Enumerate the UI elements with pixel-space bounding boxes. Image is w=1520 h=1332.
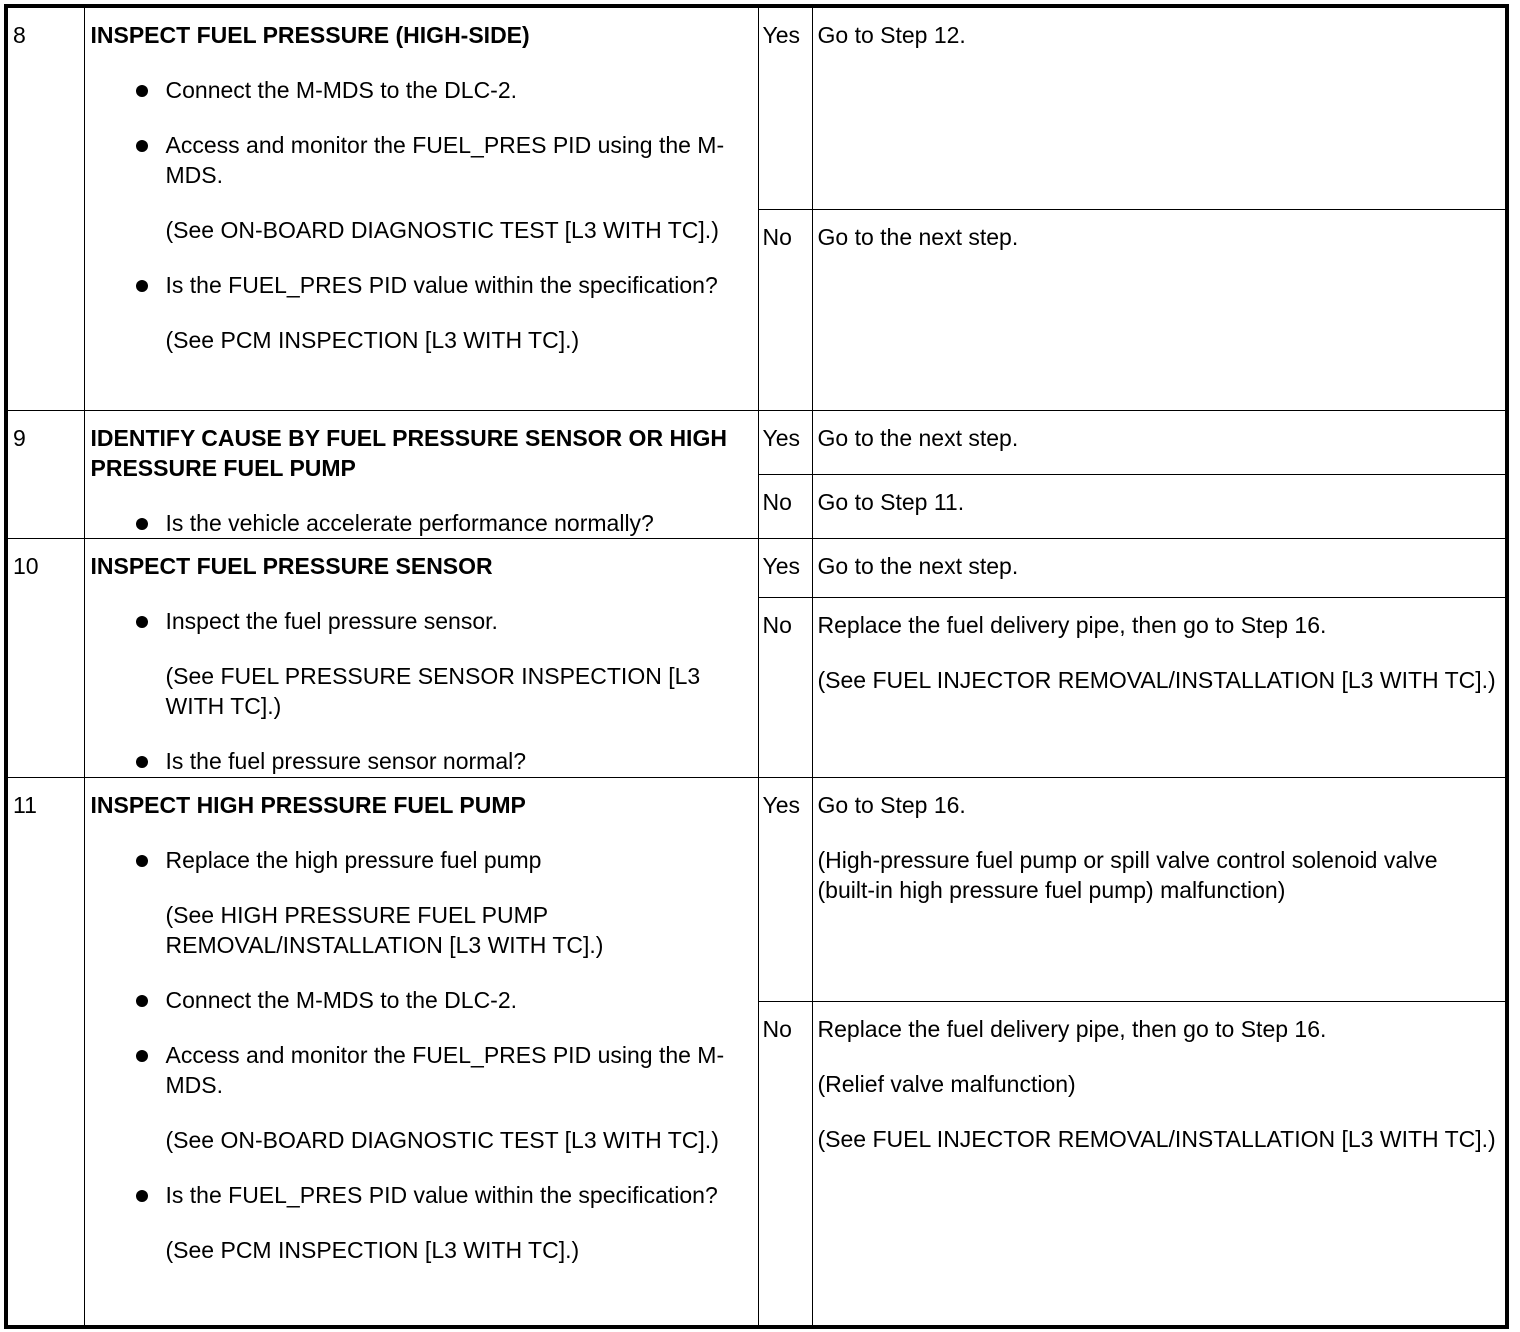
action-item bbox=[91, 130, 754, 245]
action-text: Is the FUEL_PRES PID value within the specification? bbox=[165, 272, 718, 298]
action-reference-note: (See ON-BOARD DIAGNOSTIC TEST [L3 WITH TC].) bbox=[165, 217, 719, 243]
outcome-text: Replace the fuel delivery pipe, then go to Step 16. bbox=[817, 612, 1327, 639]
action-list bbox=[91, 508, 754, 538]
result-outcome-cell bbox=[812, 410, 1507, 474]
result-outcome-cell bbox=[812, 598, 1507, 777]
step-row bbox=[6, 6, 1507, 210]
step-row bbox=[6, 410, 1507, 474]
result-outcome-cell bbox=[812, 539, 1507, 598]
action-text: Is the vehicle accelerate performance normally? bbox=[165, 509, 654, 536]
step-title: INSPECT HIGH PRESSURE FUEL PUMP bbox=[90, 791, 526, 818]
action-text: Connect the M-MDS to the DLC-2. bbox=[165, 77, 518, 103]
outcome-text: Go to the next step. bbox=[817, 553, 1019, 580]
action-item bbox=[91, 606, 754, 721]
bullet-icon bbox=[136, 855, 148, 867]
action-text: Is the fuel pressure sensor normal? bbox=[165, 748, 527, 775]
bullet-icon bbox=[136, 1190, 148, 1202]
step-number: 8 bbox=[6, 6, 84, 410]
result-outcome-cell bbox=[812, 777, 1507, 1002]
action-list bbox=[91, 845, 754, 1265]
action-reference-note: (See ON-BOARD DIAGNOSTIC TEST [L3 WITH TC].) bbox=[165, 1126, 719, 1153]
step-title: INSPECT FUEL PRESSURE SENSOR bbox=[90, 553, 493, 580]
outcome-text: Replace the fuel delivery pipe, then go to Step 16. bbox=[817, 1016, 1327, 1043]
action-reference-note: (See FUEL PRESSURE SENSOR INSPECTION [L3 WITH TC].) bbox=[165, 663, 701, 720]
bullet-icon bbox=[136, 756, 148, 768]
result-answer: No bbox=[758, 210, 812, 411]
result-answer: Yes bbox=[758, 777, 812, 1002]
action-reference-note: (See PCM INSPECTION [L3 WITH TC].) bbox=[165, 327, 580, 353]
step-number: 11 bbox=[6, 777, 84, 1327]
action-text: Replace the high pressure fuel pump bbox=[165, 846, 542, 873]
action-text: Access and monitor the FUEL_PRES PID using the M-MDS. bbox=[165, 1041, 725, 1098]
result-answer: No bbox=[758, 1002, 812, 1327]
bullet-icon bbox=[136, 995, 148, 1007]
step-action-cell bbox=[84, 539, 758, 778]
step-action-cell bbox=[84, 410, 758, 538]
action-reference-note: (See PCM INSPECTION [L3 WITH TC].) bbox=[165, 1236, 580, 1263]
action-list bbox=[91, 606, 754, 776]
action-text: Is the FUEL_PRES PID value within the specification? bbox=[165, 1181, 718, 1208]
result-outcome-cell bbox=[812, 1002, 1507, 1327]
action-reference-note: (See HIGH PRESSURE FUEL PUMP REMOVAL/INSTALLATION [L3 WITH TC].) bbox=[165, 901, 604, 958]
action-item bbox=[91, 270, 754, 355]
outcome-text: Go to Step 12. bbox=[817, 22, 966, 48]
action-item bbox=[91, 845, 754, 960]
step-row bbox=[6, 539, 1507, 598]
outcome-text: Go to Step 16. bbox=[817, 791, 966, 818]
action-item bbox=[91, 508, 754, 538]
result-answer: Yes bbox=[758, 539, 812, 598]
action-item bbox=[91, 75, 754, 105]
action-text: Connect the M-MDS to the DLC-2. bbox=[165, 986, 518, 1013]
outcome-text: Go to the next step. bbox=[817, 224, 1019, 251]
step-title: IDENTIFY CAUSE BY FUEL PRESSURE SENSOR OR HIGH PRESSURE FUEL PUMP bbox=[90, 424, 727, 481]
bullet-icon bbox=[136, 616, 148, 628]
result-answer: Yes bbox=[758, 410, 812, 474]
step-row bbox=[6, 777, 1507, 1002]
bullet-icon bbox=[136, 85, 148, 97]
outcome-text: (See FUEL INJECTOR REMOVAL/INSTALLATION [L3 WITH TC].) bbox=[817, 1126, 1496, 1153]
action-text: Access and monitor the FUEL_PRES PID using the M-MDS. bbox=[165, 132, 725, 188]
bullet-icon bbox=[136, 518, 148, 530]
bullet-icon bbox=[136, 280, 148, 292]
action-item bbox=[91, 746, 754, 776]
result-outcome-cell bbox=[812, 474, 1507, 538]
result-answer: Yes bbox=[758, 6, 812, 210]
action-item bbox=[91, 985, 754, 1015]
outcome-text: (High-pressure fuel pump or spill valve control solenoid valve (built-in high pressure fuel pump) malfunction) bbox=[817, 846, 1438, 903]
outcome-text: Go to Step 11. bbox=[817, 488, 965, 515]
outcome-text: (Relief valve malfunction) bbox=[817, 1071, 1076, 1098]
bullet-icon bbox=[136, 1050, 148, 1062]
diagnostic-procedure-table bbox=[4, 4, 1509, 1329]
result-outcome-cell bbox=[812, 210, 1507, 411]
step-title: INSPECT FUEL PRESSURE (HIGH-SIDE) bbox=[90, 22, 530, 48]
step-action-cell bbox=[84, 777, 758, 1327]
step-number: 10 bbox=[6, 539, 84, 778]
result-answer: No bbox=[758, 598, 812, 777]
outcome-text: Go to the next step. bbox=[817, 424, 1019, 451]
bullet-icon bbox=[136, 140, 148, 152]
action-list bbox=[91, 75, 754, 355]
result-answer: No bbox=[758, 474, 812, 538]
outcome-text: (See FUEL INJECTOR REMOVAL/INSTALLATION [L3 WITH TC].) bbox=[817, 667, 1496, 694]
action-text: Inspect the fuel pressure sensor. bbox=[165, 608, 498, 635]
step-action-cell bbox=[84, 6, 758, 410]
action-item bbox=[91, 1040, 754, 1155]
diagnostic-table-body bbox=[6, 6, 1507, 1327]
result-outcome-cell bbox=[812, 6, 1507, 210]
step-number: 9 bbox=[6, 410, 84, 538]
action-item bbox=[91, 1180, 754, 1265]
